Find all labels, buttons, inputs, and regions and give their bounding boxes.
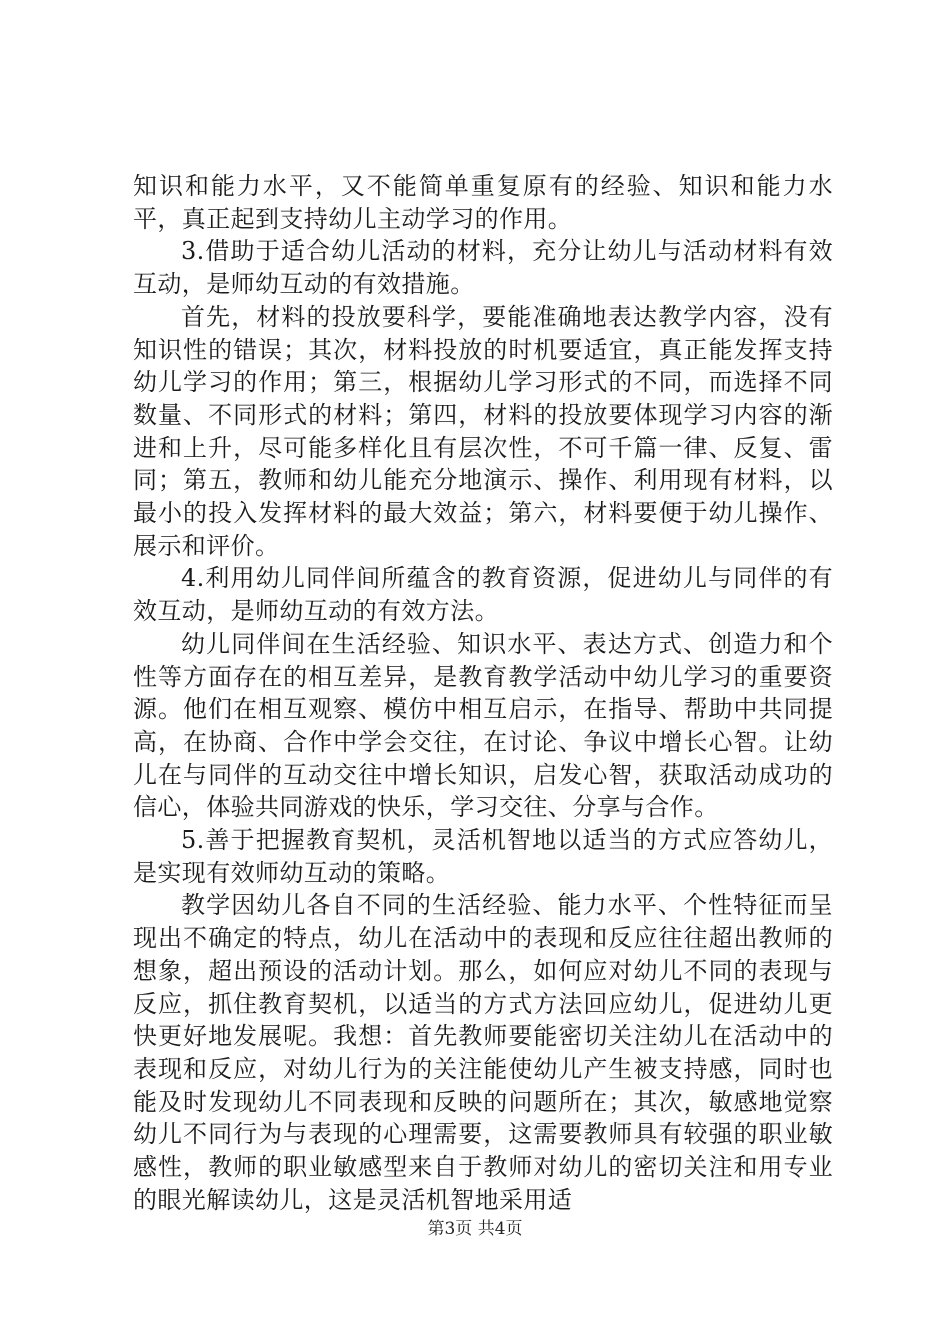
paragraph-point-5: 5.善于把握教育契机，灵活机智地以适当的方式应答幼儿，是实现有效师幼互动的策略。 [133, 826, 833, 887]
page-number-footer: 第3页 共4页 [427, 1219, 523, 1239]
paragraph-point-3: 3.借助于适合幼儿活动的材料，充分让幼儿与活动材料有效互动，是师幼互动的有效措施。 [133, 237, 833, 299]
paragraph-continued: 知识和能力水平，又不能简单重复原有的经验、知识和能力水平，真正起到支持幼儿主动学习的作用。 [133, 172, 833, 233]
document-body [133, 170, 833, 1217]
paragraph-materials: 首先，材料的投放要科学，要能准确地表达教学内容，没有知识性的错误；其次，材料投放的时机要适宜，真正能发挥支持幼儿学习的作用；第三，根据幼儿学习形式的不同，而选择不同数量、不同形式的材料；第四，材料的投放要体现学习内容的渐进和上升，尽可能多样化且有层次性，不可千篇一律、反复、雷同；第五，教师和幼儿能充分地演示、操作、利用现有材料，以最小的投入发挥材料的最大效益；第六，材料要便于幼儿操作、展示和评价。 [133, 302, 833, 560]
paragraph-peers: 幼儿同伴间在生活经验、知识水平、表达方式、创造力和个性等方面存在的相互差异，是教育教学活动中幼儿学习的重要资源。他们在相互观察、模仿中相互启示，在指导、帮助中共同提高，在协商、合作中学会交往，在讨论、争议中增长心智。让幼儿在与同伴的互动交往中增长知识，启发心智，获取活动成功的信心，体验共同游戏的快乐，学习交往、分享与合作。 [133, 629, 833, 822]
paragraph-point-4: 4.利用幼儿同伴间所蕴含的教育资源，促进幼儿与同伴的有效互动，是师幼互动的有效方法。 [133, 564, 833, 626]
paragraph-response: 教学因幼儿各自不同的生活经验、能力水平、个性特征而呈现出不确定的特点，幼儿在活动中的表现和反应往往超出教师的想象，超出预设的活动计划。那么，如何应对幼儿不同的表现与反应，抓住教育契机，以适当的方式方法回应幼儿，促进幼儿更快更好地发展呢。我想：首先教师要能密切关注幼儿在活动中的表现和反应，对幼儿行为的关注能使幼儿产生被支持感，同时也能及时发现幼儿不同表现和反映的问题所在；其次，敏感地觉察幼儿不同行为与表现的心理需要，这需要教师具有较强的职业敏感性，教师的职业敏感型来自于教师对幼儿的密切关注和用专业的眼光解读幼儿，这是灵活机智地采用适 [133, 891, 833, 1214]
